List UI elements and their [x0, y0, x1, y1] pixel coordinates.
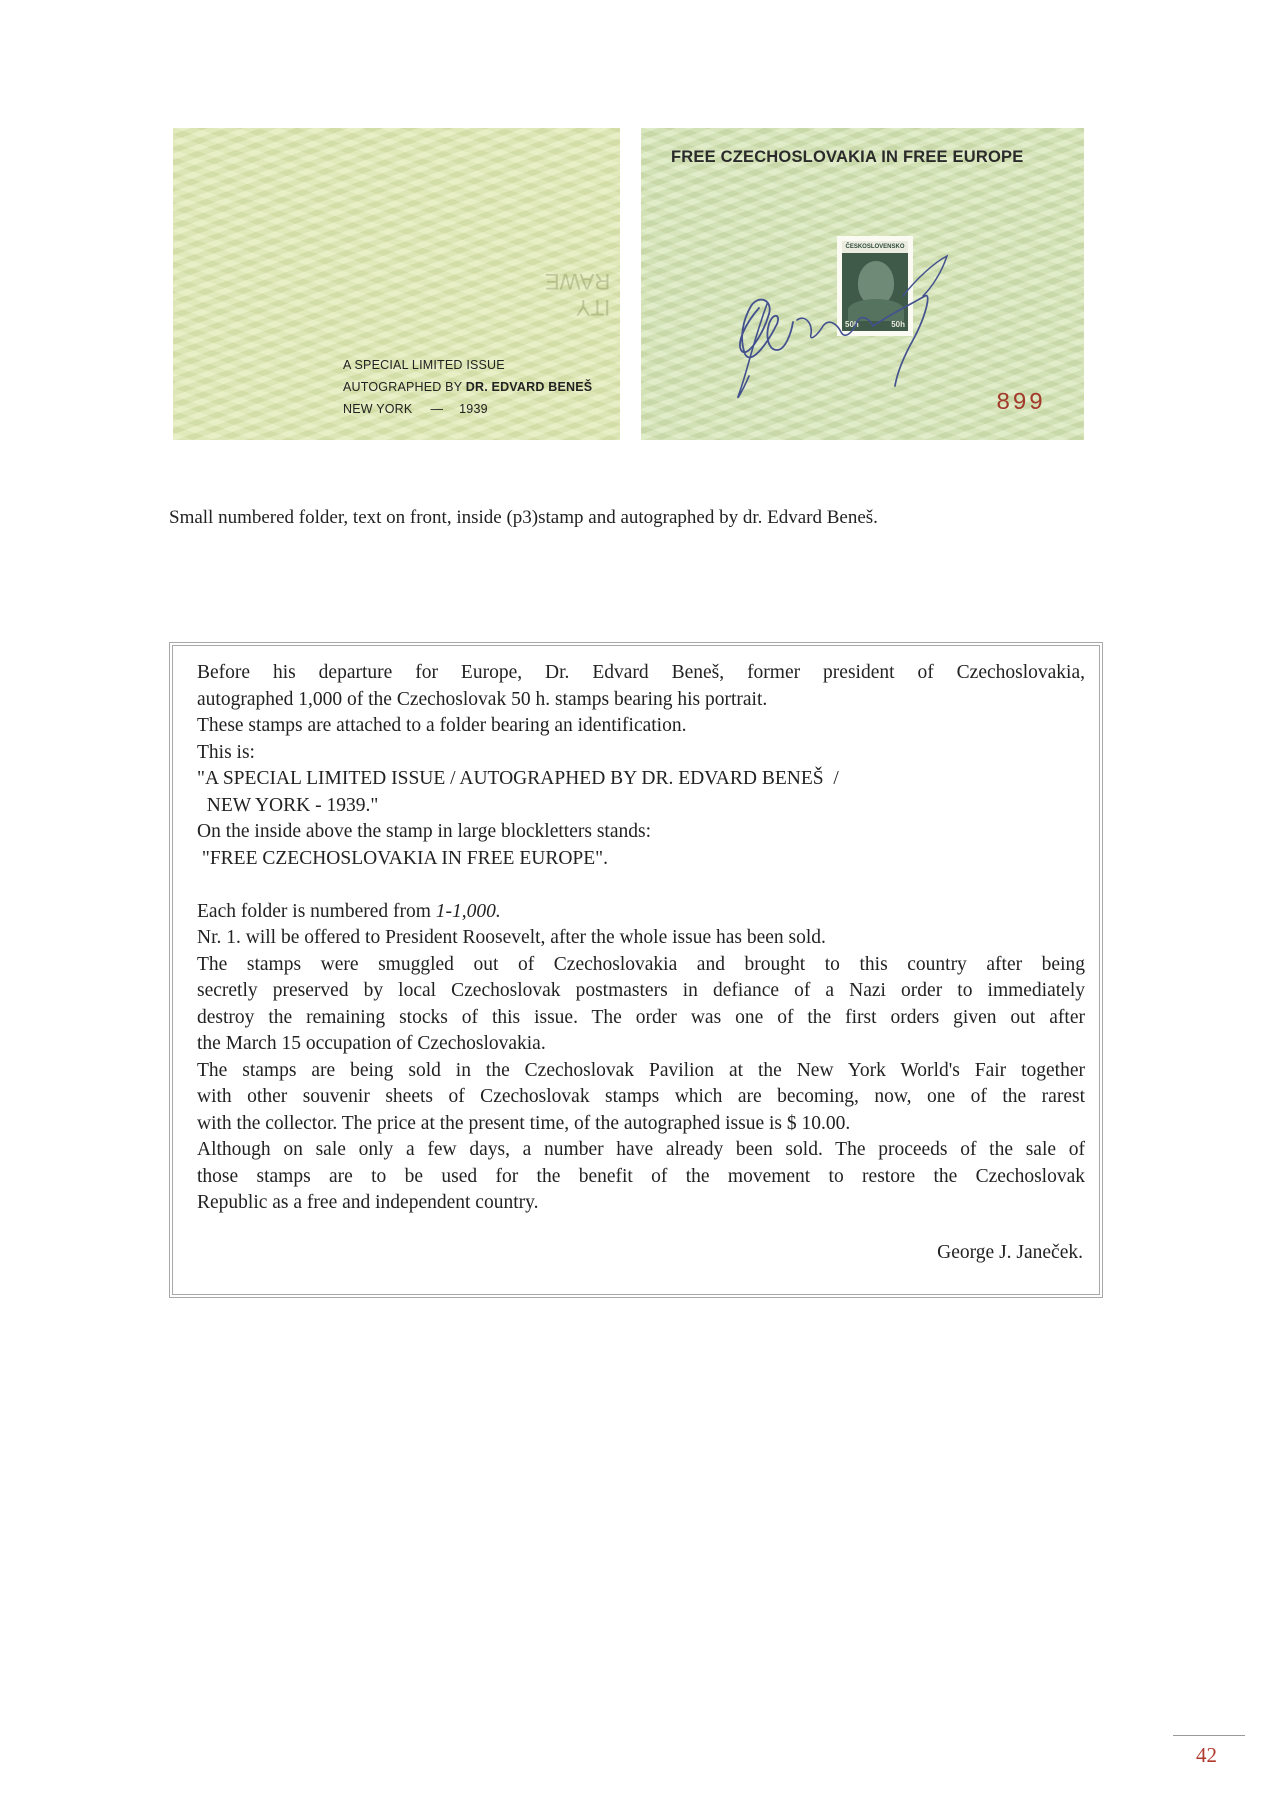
text-box [169, 642, 1103, 1298]
body-line: Before his departure for Europe, Dr. Edvard Beneš, former president of Czechoslovakia, [197, 662, 1085, 683]
body-line: with other souvenir sheets of Czechoslovak stamps which are becoming, now, one of the rarest [197, 1086, 1085, 1107]
paragraph-gap [197, 872, 1085, 899]
body-line: autographed 1,000 of the Czechoslovak 50 h. stamps bearing his portrait. [197, 688, 768, 710]
body-line: This is: [197, 741, 255, 763]
stamp-value-right: 50h [891, 320, 905, 329]
body-line: The stamps are being sold in the Czechoslovak Pavilion at the New York World's Fair together [197, 1059, 1085, 1081]
body-line: Each folder is numbered from 1-1,000. [197, 900, 501, 922]
front-line-1: A SPECIAL LIMITED ISSUE [343, 358, 505, 372]
front-line-2: AUTOGRAPHED BY DR. EDVARD BENEŠ [343, 380, 593, 394]
body-line: with the collector. The price at the present time, of the autographed issue is $ 10.00. [197, 1112, 851, 1134]
body-line: The stamps were smuggled out of Czechoslovakia and brought to this country after being [197, 953, 1085, 975]
body-line: those stamps are to be used for the benefit of the movement to restore the Czechoslovak [197, 1165, 1085, 1187]
body-line: NEW YORK - 1939." [197, 794, 379, 816]
page-number: 42 [1196, 1743, 1217, 1767]
stamp-value-left: 50h [845, 320, 859, 329]
folder-inside-photo [641, 128, 1084, 440]
body-line: "FREE CZECHOSLOVAKIA IN FREE EUROPE". [197, 847, 609, 869]
body-line: destroy the remaining stocks of this issue. The order was one of the first orders given out after [197, 1006, 1085, 1028]
box-body [197, 660, 1085, 1217]
serial-number: 899 [996, 390, 1046, 417]
body-line: On the inside above the stamp in large blockletters stands: [197, 821, 651, 842]
folder-front-text [343, 354, 592, 420]
stamp-country-label: ČESKOSLOVENSKO [842, 241, 908, 253]
body-line: Although on sale only a few days, a number have already been sold. The proceeds of the sale of [197, 1139, 1085, 1160]
body-line: Republic as a free and independent country. [197, 1192, 539, 1213]
folder-front-photo [173, 128, 620, 440]
body-line: the March 15 occupation of Czechoslovakia. [197, 1033, 546, 1054]
body-line: Nr. 1. will be offered to President Roosevelt, after the whole issue has been sold. [197, 927, 826, 948]
figure-caption: Small numbered folder, text on front, inside (p3)stamp and autographed by dr. Edvard Beneš. [169, 507, 878, 528]
show-through-text: ITY RAWE [545, 269, 611, 320]
inside-title: FREE CZECHOSLOVAKIA IN FREE EUROPE [671, 148, 1024, 166]
front-line-3: NEW YORK — 1939 [343, 402, 488, 416]
body-line: secretly preserved by local Czechoslovak postmasters in defiance of a Nazi order to immediately [197, 980, 1085, 1001]
page-number-rule [1173, 1735, 1245, 1736]
body-line: "A SPECIAL LIMITED ISSUE / AUTOGRAPHED BY DR. EDVARD BENEŠ / [197, 768, 839, 789]
author-signature: George J. Janeček. [937, 1242, 1083, 1263]
body-line: These stamps are attached to a folder bearing an identification. [197, 715, 687, 736]
